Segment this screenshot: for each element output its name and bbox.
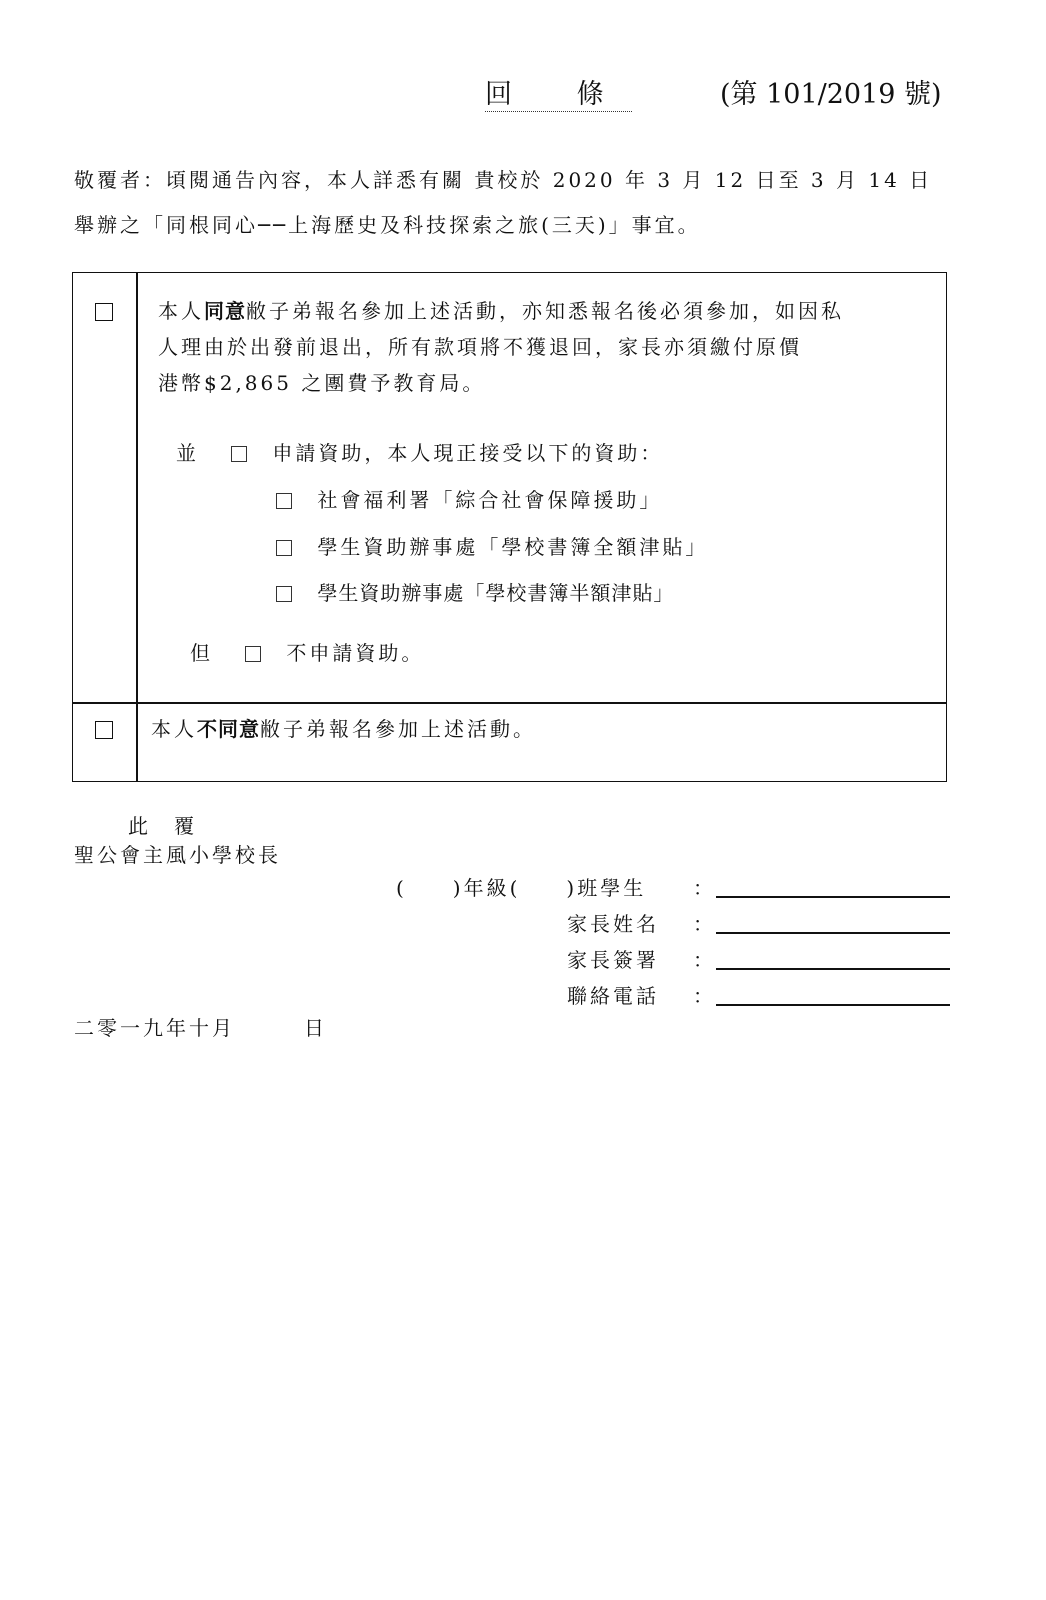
parent-signature-label: 家長簽署 — [567, 948, 659, 972]
recipient-line: 聖公會主風小學校長 — [74, 843, 281, 867]
but-label: 但 — [190, 641, 213, 665]
disagree-emphasis: 不同意 — [197, 717, 260, 741]
subsidy-full-grant-label: 學生資助辦事處「學校書簿全額津貼」 — [317, 535, 709, 559]
contact-phone-field[interactable] — [716, 1004, 950, 1006]
student-name-field[interactable] — [716, 896, 950, 898]
agree-emphasis: 同意 — [204, 299, 246, 323]
subsidy-cssa-checkbox[interactable] — [276, 493, 292, 509]
intro-line-2: 舉辦之「同根同心──上海歷史及科技探索之旅(三天)」事宜。 — [74, 213, 701, 237]
student-colon: ： — [693, 876, 716, 900]
no-subsidy-row — [245, 641, 424, 665]
subsidy-full-grant-checkbox[interactable] — [276, 540, 292, 556]
parent-signature-field[interactable] — [716, 968, 950, 970]
subsidy-option-half-grant — [276, 581, 674, 605]
agree-text-line-2: 人理由於出發前退出，所有款項將不獲退回，家長亦須繳付原價 — [158, 335, 802, 359]
agree-text-line-3: 港幣$2,865 之團費予教育局。 — [158, 371, 486, 395]
notice-reference-number: (第 101/2019 號) — [720, 79, 942, 110]
closing-line: 此 覆 — [128, 814, 197, 838]
and-label: 並 — [176, 441, 199, 465]
disagree-text — [151, 711, 536, 747]
apply-subsidy-row — [231, 441, 663, 465]
student-class-label: ( )年級( )班學生 — [396, 876, 647, 900]
intro-line-1: 敬覆者：頃閱通告內容，本人詳悉有關 貴校於 2020 年 3 月 12 日至 3 月 14 日 — [74, 168, 933, 192]
page-title: 回 條 — [485, 79, 632, 110]
agree-checkbox[interactable] — [95, 303, 113, 321]
disagree-checkbox[interactable] — [95, 721, 113, 739]
agree-line-1-rest: 敝子弟報名參加上述活動，亦知悉報名後必須參加，如因私 — [246, 299, 844, 323]
parent-signature-colon: ： — [693, 948, 716, 972]
parent-name-field[interactable] — [716, 932, 950, 934]
parent-name-label: 家長姓名 — [567, 912, 659, 936]
date-line: 二零一九年十月 日 — [74, 1016, 327, 1040]
subsidy-cssa-label: 社會福利署「綜合社會保障援助」 — [317, 488, 663, 512]
parent-name-colon: ： — [693, 912, 716, 936]
disagree-prefix: 本人 — [151, 717, 197, 741]
no-subsidy-checkbox[interactable] — [245, 646, 261, 662]
subsidy-half-grant-label: 學生資助辦事處「學校書簿半額津貼」 — [317, 581, 675, 605]
subsidy-option-full-grant — [276, 535, 708, 559]
table-column-divider — [136, 273, 138, 781]
agree-prefix: 本人 — [158, 299, 204, 323]
apply-subsidy-checkbox[interactable] — [231, 446, 247, 462]
reply-options-table — [72, 272, 947, 782]
subsidy-half-grant-checkbox[interactable] — [276, 586, 292, 602]
subsidy-option-cssa — [276, 488, 662, 512]
contact-phone-colon: ： — [693, 984, 716, 1008]
table-row-divider — [73, 702, 946, 704]
contact-phone-label: 聯絡電話 — [567, 984, 659, 1008]
no-subsidy-label: 不申請資助。 — [286, 641, 425, 665]
apply-subsidy-label: 申請資助，本人現正接受以下的資助： — [272, 441, 664, 465]
agree-text-line-1 — [158, 293, 844, 329]
disagree-rest: 敝子弟報名參加上述活動。 — [260, 717, 536, 741]
